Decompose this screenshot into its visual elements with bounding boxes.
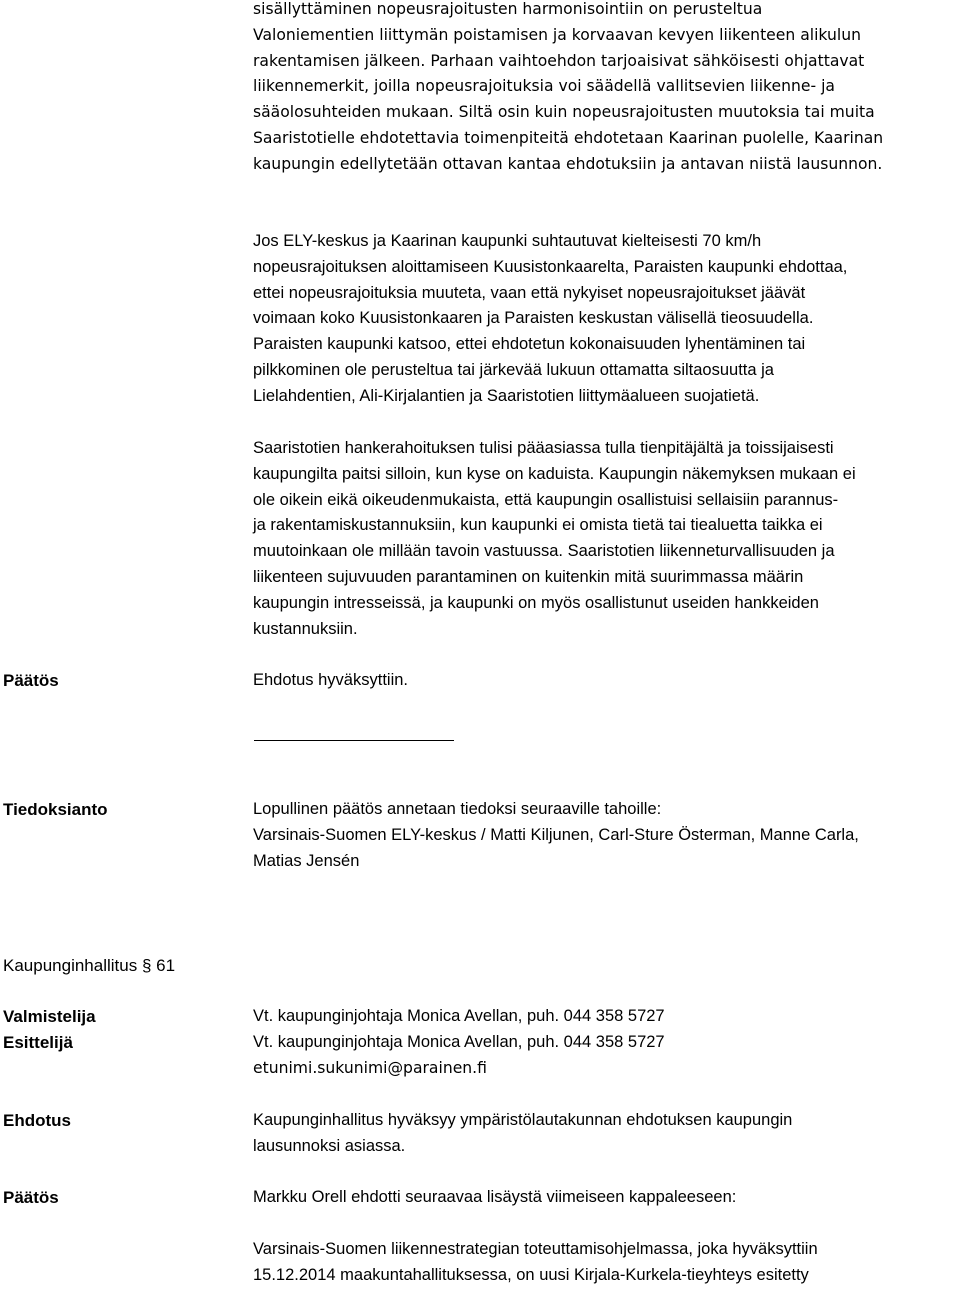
decision-label: Päätös: [3, 671, 59, 690]
intro-line: Saaristotielle ehdotettavia toimenpiteitä ehdotetaan Kaarinan puolelle, Kaarinan: [253, 128, 884, 147]
paragraph-line: ettei nopeusrajoituksia muuteta, vaan että nykyiset nopeusrajoitukset jäävät: [253, 283, 806, 302]
proposal-line: lausunnoksi asiassa.: [253, 1136, 406, 1155]
paragraph-line: Jos ELY-keskus ja Kaarinan kaupunki suhtautuvat kielteisesti 70 km/h: [253, 232, 762, 250]
separator-line: [254, 740, 454, 741]
section-number: 61: [156, 956, 176, 975]
preparer-text: [253, 1004, 955, 1030]
paragraph-line: Saaristotien hankerahoituksen tulisi pääasiassa tulla tienpitäjältä ja toissijaisesti: [253, 439, 834, 457]
notice-line: Lopullinen päätös annetaan tiedoksi seuraaville tahoille:: [253, 800, 662, 818]
paragraph-ely-proposal: [253, 229, 955, 410]
paragraph-line: kaupungilta paitsi silloin, kun kyse on kaduista. Kaupungin näkemyksen mukaan ei: [253, 464, 856, 483]
paragraph-line: voimaan koko Kuusistonkaaren ja Paraisten keskustan välisellä tieosuudella.: [253, 309, 814, 328]
notice-label: Tiedoksianto: [3, 800, 108, 819]
intro-line: sisällyttäminen nopeusrajoitusten harmonisointiin on perusteltua: [253, 0, 763, 18]
paragraph-line: kaupungin intresseissä, ja kaupunki on myös osallistunut useiden hankkeiden: [253, 593, 819, 612]
paragraph-line: Lielahdentien, Ali-Kirjalantien ja Saaristotien liittymäalueen suojatietä.: [253, 386, 760, 405]
presenter-line: Vt. kaupunginjohtaja Monica Avellan, puh. 044 358 5727: [253, 1033, 665, 1051]
proposal-label: Ehdotus: [3, 1111, 71, 1130]
quote-line: Varsinais-Suomen liikennestrategian toteuttamisohjelmassa, joka hyväksyttiin: [253, 1240, 818, 1258]
paragraph-line: ole oikein eikä oikeudenmukaista, että kaupungin osallistuisi sellaisiin parannus-: [253, 490, 839, 509]
paragraph-line: nopeusrajoituksen aloittamiseen Kuusistonkaarelta, Paraisten kaupunki ehdottaa,: [253, 257, 848, 276]
intro-line: liikennemerkit, joilla nopeusrajoituksia voi säädellä vallitsevien liikenne- ja: [253, 77, 835, 96]
paragraph-line: pilkkominen ole perusteltua tai järkevää lukuun ottamatta siltaosuutta ja: [253, 360, 774, 379]
preparer-label: Valmistelija: [3, 1007, 96, 1026]
paragraph-line: muutoinkaan ole millään tavoin vastuussa. Saaristotien liikenneturvallisuuden ja: [253, 542, 835, 561]
decision-line: Ehdotus hyväksyttiin.: [253, 671, 408, 689]
presenter-text: [253, 1030, 955, 1082]
preparer-line: Vt. kaupunginjohtaja Monica Avellan, puh. 044 358 5727: [253, 1007, 665, 1025]
paragraph-line: ja rakentamiskustannuksiin, kun kaupunki ei omista tietä tai tiealuetta taikka ei: [253, 516, 823, 535]
decision-text: [253, 1185, 955, 1211]
notice-line: Varsinais-Suomen ELY-keskus / Matti Kiljunen, Carl-Sture Österman, Manne Carla,: [253, 825, 859, 844]
intro-line: rakentamisen jälkeen. Parhaan vaihtoehdon tarjoaisivat sähköisesti ohjattavat: [253, 51, 865, 70]
intro-paragraph: [253, 0, 955, 178]
paragraph-line: liikenteen sujuvuuden parantaminen on kuitenkin mitä suurimmassa määrin: [253, 567, 804, 586]
presenter-email: etunimi.sukunimi@parainen.fi: [253, 1058, 487, 1077]
presenter-label: Esittelijä: [3, 1033, 73, 1052]
paragraph-line: Paraisten kaupunki katsoo, ettei ehdotetun kokonaisuuden lyhentäminen tai: [253, 335, 806, 354]
quote-line: 15.12.2014 maakuntahallituksessa, on uusi Kirjala-Kurkela-tieyhteys esitetty: [253, 1265, 809, 1284]
decision-label: Päätös: [3, 1188, 59, 1207]
notice-line: Matias Jensén: [253, 851, 360, 870]
decision-quote: [253, 1237, 955, 1289]
intro-line: kaupungin edellytetään ottavan kantaa ehdotuksiin ja antavan niistä lausunnon.: [253, 154, 883, 173]
section-mark: §: [141, 956, 152, 975]
proposal-text: [253, 1108, 955, 1160]
proposal-line: Kaupunginhallitus hyväksyy ympäristölautakunnan ehdotuksen kaupungin: [253, 1111, 793, 1129]
decision-line: Markku Orell ehdotti seuraavaa lisäystä viimeiseen kappaleeseen:: [253, 1188, 737, 1206]
board-name: Kaupunginhallitus: [3, 956, 138, 975]
notice-text: [253, 797, 955, 874]
paragraph-funding: [253, 436, 955, 642]
intro-line: sääolosuhteiden mukaan. Siltä osin kuin nopeusrajoitusten muutoksia tai muita: [253, 103, 875, 122]
board-section-heading: [3, 953, 175, 979]
paragraph-line: kustannuksiin.: [253, 619, 358, 638]
intro-line: Valoniementien liittymän poistamisen ja korvaavan kevyen liikenteen alikulun: [253, 25, 861, 44]
decision-text: [253, 668, 955, 694]
